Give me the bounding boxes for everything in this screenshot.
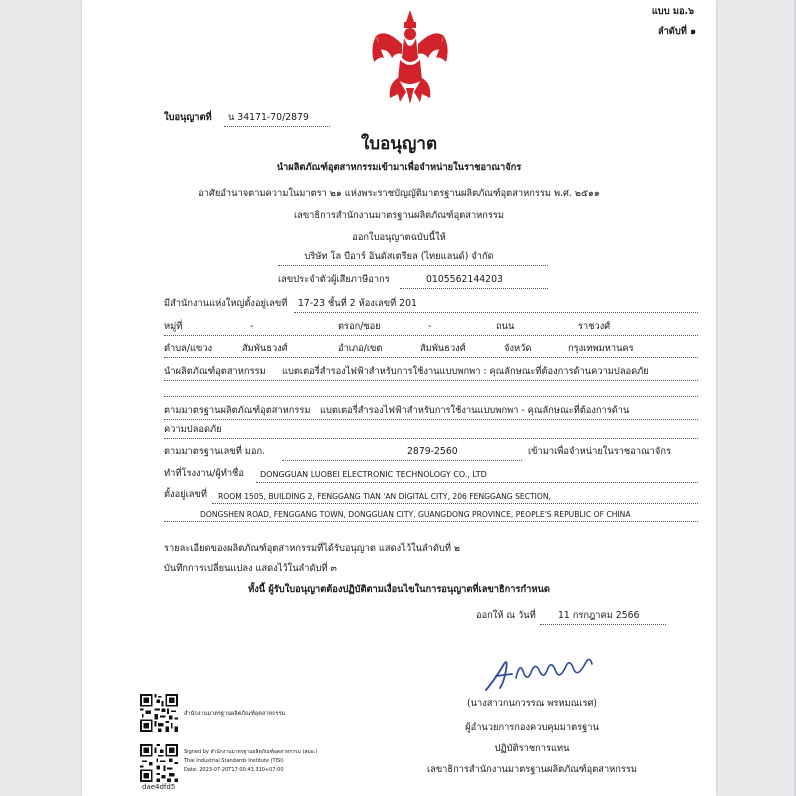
license-no-label: ใบอนุญาตที่ (164, 112, 212, 123)
province-value: กรุงเทพมหานคร (568, 343, 634, 354)
tax-id-value: 0105562144203 (426, 274, 503, 285)
standard-line-2 (164, 438, 698, 439)
factory-line (256, 482, 698, 483)
subdistrict-value: สัมพันธวงศ์ (242, 343, 288, 354)
address-line-1 (164, 335, 698, 336)
road-value: ราชวงศ์ (578, 321, 611, 332)
factory-address-label: ตั้งอยู่เลขที่ (164, 489, 207, 500)
soi-value: - (428, 321, 432, 332)
factory-address-2: DONGSHEN ROAD, FENGGANG TOWN, DONGGUAN CITY, GUANGDONG PROVINCE, PEOPLE'S REPUBLIC OF CHINA (200, 510, 631, 519)
qr2-date: Date: 2023-07-20T17:00:43.310+07:00 (184, 767, 284, 773)
standard-value-2: ความปลอดภัย (164, 424, 222, 435)
standard-value-1: แบตเตอรี่สำรองไฟฟ้าสำหรับการใช้งานแบบพกพา - คุณลักษณะที่ต้องการด้าน (320, 405, 630, 416)
page-title: ใบอนุญาต (361, 134, 437, 154)
standard-no-label: ตามมาตรฐานเลขที่ มอก. (164, 446, 266, 457)
factory-address-line-1 (212, 503, 698, 504)
moo-label: หมู่ที่ (164, 321, 183, 332)
standard-label: ตามมาตรฐานผลิตภัณฑ์อุตสาหกรรม (164, 405, 311, 416)
qr2-signed: Signed by สำนักงานมาตรฐานผลิตภัณฑ์อุตสาหกรรม (สมอ.) (184, 749, 318, 755)
qr-code-signature-icon (140, 744, 178, 782)
office-value: 17-23 ชั้นที่ 2 ห้องเลขที่ 201 (298, 298, 417, 309)
qr-code-icon (140, 694, 178, 732)
issued-label: ออกให้ ณ วันที่ (476, 610, 536, 621)
product-label: นำผลิตภัณฑ์อุตสาหกรรม (164, 366, 266, 377)
district-label: อำเภอ/เขต (338, 343, 383, 354)
province-label: จังหวัด (504, 343, 532, 354)
condition-note: ทั้งนี้ ผู้รับใบอนุญาตต้องปฏิบัติตามเงื่อนไขในการอนุญาตที่เลขาธิการกำหนด (248, 584, 550, 595)
issued-value: 11 กรกฎาคม 2566 (558, 610, 640, 621)
licensee-line (278, 265, 548, 266)
standard-no-line (282, 460, 522, 461)
soi-label: ตรอก/ซอย (338, 321, 381, 332)
address-line-2 (164, 357, 698, 358)
product-value: แบตเตอรี่สำรองไฟฟ้าสำหรับการใช้งานแบบพกพา : คุณลักษณะที่ต้องการด้านความปลอดภัย (282, 366, 649, 377)
district-value: สัมพันธวงศ์ (420, 343, 466, 354)
garuda-emblem-icon (370, 8, 450, 106)
licensee-name: บริษัท โล บีอาร์ อินดัสเตรียล (ไทยแลนด์) จำกัด (304, 251, 494, 262)
license-no-value: น 34171-70/2879 (228, 112, 309, 123)
authority-line-3: ออกใบอนุญาตฉบับนี้ให้ (352, 232, 446, 243)
document-page (82, 0, 716, 796)
license-no-line (224, 126, 330, 127)
signer-title-3: เลขาธิการสำนักงานมาตรฐานผลิตภัณฑ์อุตสาหกรรม (426, 764, 638, 775)
form-code: แบบ มอ.๖ (651, 6, 694, 17)
qr1-caption: สำนักงานมาตรฐานผลิตภัณฑ์อุตสาหกรรม (184, 711, 286, 717)
qr2-code: dae4dfd5 (142, 783, 176, 791)
standard-line-1 (164, 419, 698, 420)
signer-title-1: ผู้อำนวยการกองควบคุมมาตรฐาน (465, 722, 599, 733)
changes-note: บันทึกการเปลี่ยนแปลง แสดงไว้ในลำดับที่ ๓ (164, 563, 337, 574)
moo-value: - (250, 321, 254, 332)
authority-line-1: อาศัยอำนาจตามความในมาตรา ๒๑ แห่งพระราชบัญญัติมาตรฐานผลิตภัณฑ์อุตสาหกรรม พ.ศ. ๒๕๑๑ (198, 188, 600, 199)
factory-label: ทำที่โรงงาน/ผู้ทำชื่อ (164, 468, 244, 479)
factory-name: DONGGUAN LUOBEI ELECTRONIC TECHNOLOGY CO., LTD (260, 470, 487, 479)
tax-id-line (400, 288, 548, 289)
tax-id-label: เลขประจำตัวผู้เสียภาษีอากร (278, 274, 390, 285)
office-line (294, 312, 698, 313)
issued-line (540, 624, 666, 625)
qr2-institute: Thai Industrial Standards Institute (TISI) (184, 758, 284, 764)
sequence-number: ลำดับที่ ๑ (657, 26, 696, 37)
handwritten-signature-icon (482, 648, 598, 694)
standard-no-value: 2879-2560 (407, 446, 458, 457)
road-label: ถนน (496, 321, 515, 332)
factory-address-line-2 (164, 521, 698, 522)
authority-line-2: เลขาธิการสำนักงานมาตรฐานผลิตภัณฑ์อุตสาหกรรม (293, 210, 505, 221)
product-line-2 (164, 396, 698, 397)
signer-name: (นางสาวกนกวรรณ พรหมณเรศ) (467, 698, 597, 709)
office-label: มีสำนักงานแห่งใหญ่ตั้งอยู่เลขที่ (164, 298, 288, 309)
factory-address-1: ROOM 1505, BUILDING 2, FENGGANG TIAN 'AN DIGITAL CITY, 206 FENGGANG SECTION, (218, 492, 551, 501)
subdistrict-label: ตำบล/แขวง (164, 343, 213, 354)
details-note: รายละเอียดของผลิตภัณฑ์อุตสาหกรรมที่ได้รับอนุญาต แสดงไว้ในลำดับที่ ๒ (164, 543, 461, 554)
signer-title-2: ปฏิบัติราชการแทน (494, 743, 570, 754)
standard-no-suffix: เข้ามาเพื่อจำหน่ายในราชอาณาจักร (528, 446, 671, 457)
page-subtitle: นำผลิตภัณฑ์อุตสาหกรรมเข้ามาเพื่อจำหน่ายในราชอาณาจักร (276, 162, 522, 173)
product-line (164, 380, 698, 381)
